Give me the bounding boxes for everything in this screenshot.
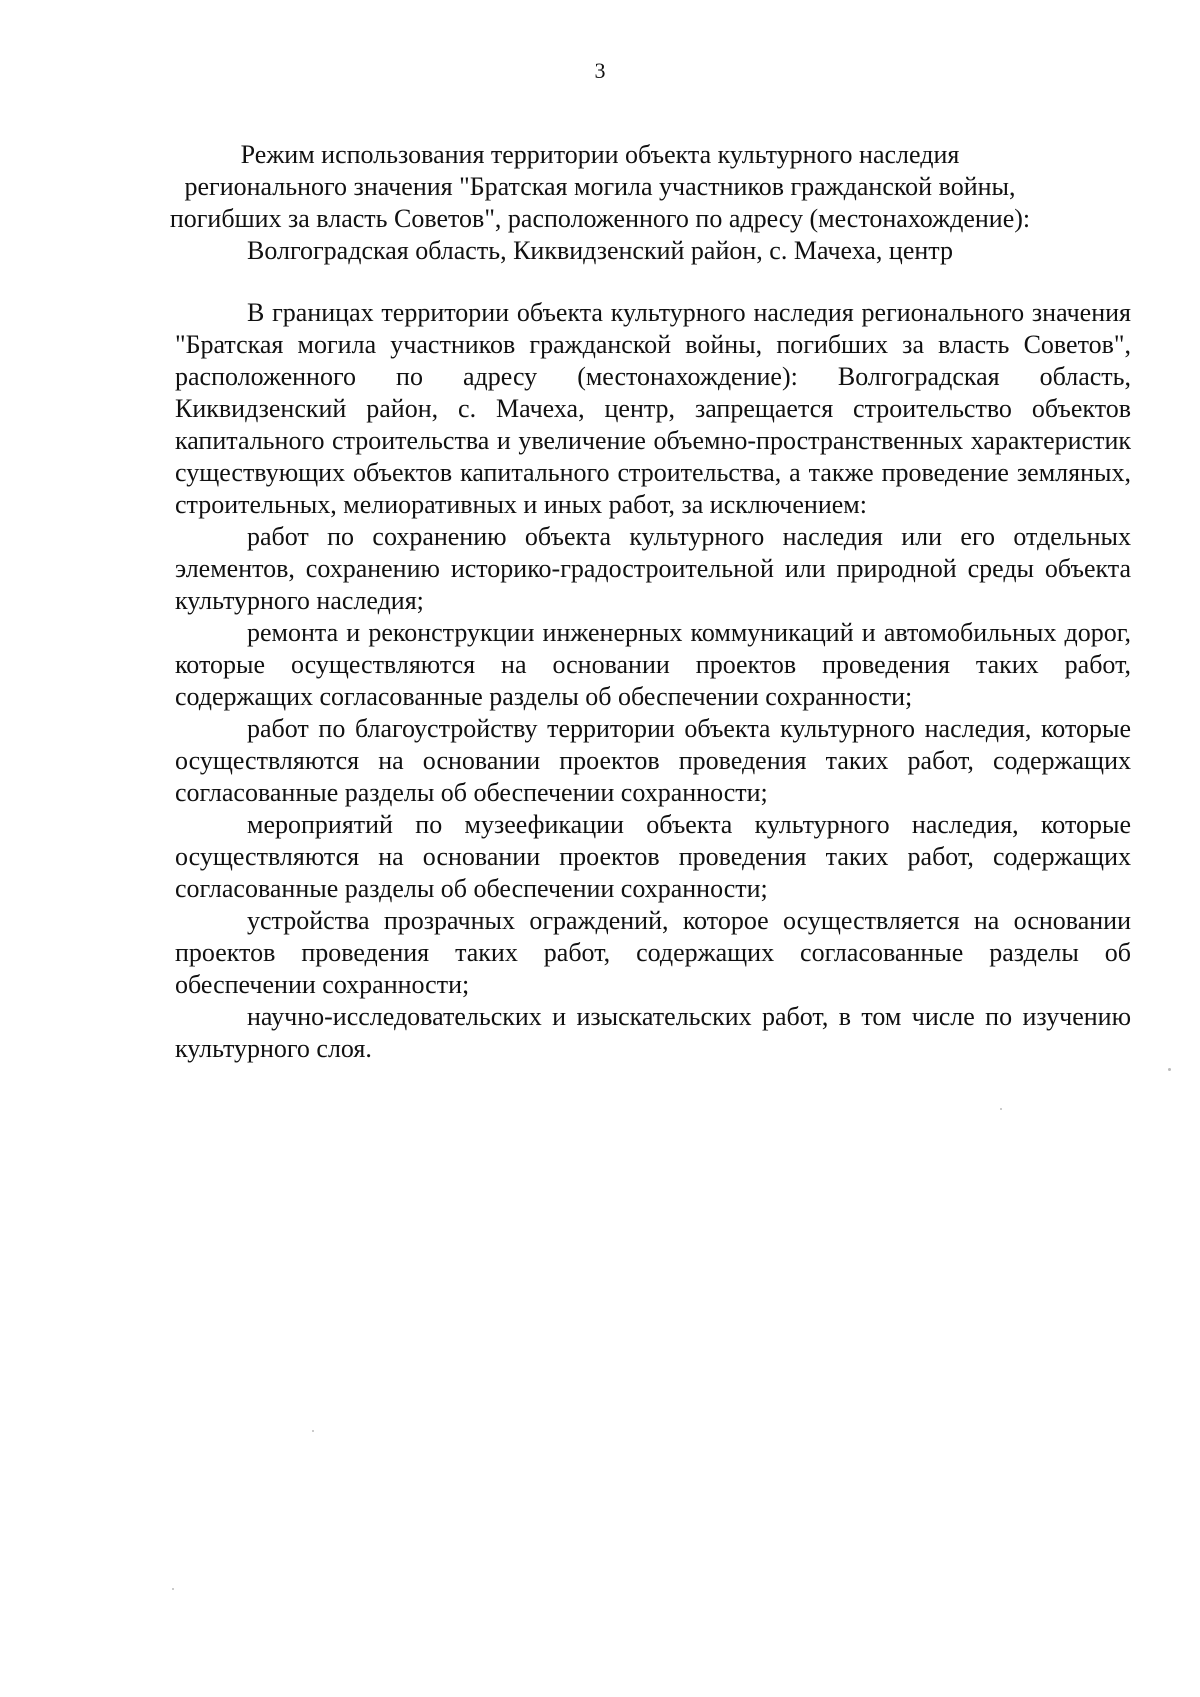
scan-speck (172, 1588, 174, 1590)
title-line: погибших за власть Советов", расположенного по адресу (местонахождение): (169, 204, 1031, 233)
exception-item: работ по сохранению объекта культурного наследия или его отдельных элементов, сохранению историко-градостроительной или природной среды объекта культурного наследия; (175, 522, 1131, 615)
exception-item: устройства прозрачных ограждений, которое осуществляется на основании проектов проведения таких работ, содержащих согласованные разделы об обеспечении сохранности; (175, 906, 1131, 999)
document-title (150, 139, 1050, 267)
page-number: 3 (594, 58, 606, 83)
exception-item: ремонта и реконструкции инженерных коммуникаций и автомобильных дорог, которые осуществляются на основании проектов проведения таких работ, содержащих согласованные разделы об обеспечении сохранности; (175, 618, 1131, 711)
title-line: Волгоградская область, Киквидзенский район, с. Мачеха, центр (247, 236, 953, 265)
exception-item: работ по благоустройству территории объекта культурного наследия, которые осуществляются на основании проектов проведения таких работ, содержащих согласованные разделы об обеспечении сохранности; (175, 714, 1131, 807)
title-line: регионального значения "Братская могила участников гражданской войны, (184, 172, 1016, 201)
intro-paragraph: В границах территории объекта культурного наследия регионального значения "Братская могила участников гражданской войны, погибших за власть Советов", расположенного по адресу (местонахождение): Волгоградская область, Киквидзенский район, с. Мачеха, центр, запрещается строительство объектов капитального строительства и увеличение объемно-пространственных характеристик существующих объектов капитального строительства, а также проведение земляных, строительных, мелиоративных и иных работ, за исключением: (175, 298, 1131, 519)
exception-item: научно-исследовательских и изыскательских работ, в том числе по изучению культурного слоя. (175, 1002, 1131, 1063)
scan-speck (1000, 1108, 1002, 1110)
scan-speck (312, 1430, 314, 1432)
exception-item: мероприятий по музеефикации объекта культурного наследия, которые осуществляются на основании проектов проведения таких работ, содержащих согласованные разделы об обеспечении сохранности; (175, 810, 1131, 903)
title-line: Режим использования территории объекта культурного наследия (240, 140, 960, 169)
scan-speck (1168, 1068, 1171, 1071)
document-body (175, 297, 1131, 1065)
